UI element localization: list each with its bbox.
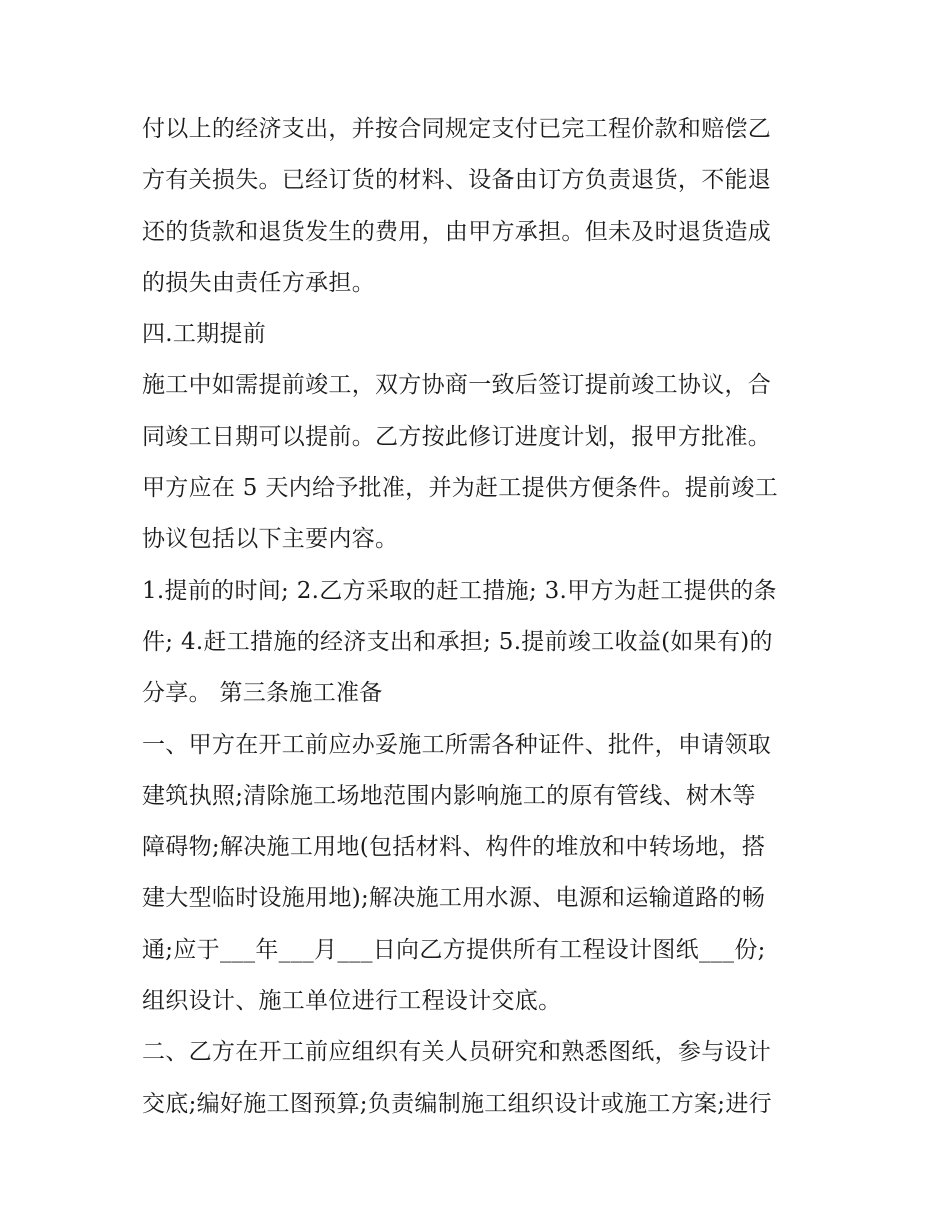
text-line: 同竣工日期可以提前。乙方按此修订进度计划，报甲方批准。 bbox=[142, 423, 772, 450]
text-line: 建大型临时设施用地);解决施工用水源、电源和运输道路的畅 bbox=[142, 885, 766, 912]
text-line: 交底;编好施工图预算;负责编制施工组织设计或施工方案;进行 bbox=[142, 1090, 772, 1117]
text-line: 方有关损失。已经订货的材料、设备由订方负责退货，不能退 bbox=[142, 167, 772, 194]
text-line: 组织设计、施工单位进行工程设计交底。 bbox=[142, 988, 562, 1015]
text-line: 通;应于___年___月___日向乙方提供所有工程设计图纸___份; bbox=[142, 936, 766, 963]
text-line: 付以上的经济支出，并按合同规定支付已完工程价款和赔偿乙 bbox=[142, 116, 772, 142]
text-line: 施工中如需提前竣工，双方协商一致后签订提前竣工协议，合 bbox=[142, 372, 772, 399]
text-line: 件; 4.赶工措施的经济支出和承担; 5.提前竣工收益(如果有)的 bbox=[142, 628, 773, 655]
section-heading: 四.工期提前 bbox=[142, 321, 267, 348]
text-line: 的损失由责任方承担。 bbox=[142, 269, 375, 296]
text-line: 1.提前的时间; 2.乙方采取的赶工措施; 3.甲方为赶工提供的条 bbox=[142, 577, 777, 604]
text-line: 建筑执照;清除施工场地范围内影响施工的原有管线、树木等 bbox=[142, 782, 756, 809]
text-line: 甲方应在 5 天内给予批准，并为赶工提供方便条件。提前竣工 bbox=[142, 475, 778, 502]
text-line: 障碍物;解决施工用地(包括材料、构件的堆放和中转场地，搭 bbox=[142, 834, 766, 861]
text-line: 还的货款和退货发生的费用，由甲方承担。但未及时退货造成 bbox=[142, 218, 772, 245]
text-line: 二、乙方在开工前应组织有关人员研究和熟悉图纸，参与设计 bbox=[142, 1039, 772, 1066]
text-line: 分享。 第三条施工准备 bbox=[142, 680, 383, 707]
text-line: 协议包括以下主要内容。 bbox=[142, 526, 399, 553]
text-line: 一、甲方在开工前应办妥施工所需各种证件、批件，申请领取 bbox=[142, 731, 772, 758]
document-body bbox=[142, 104, 822, 1130]
